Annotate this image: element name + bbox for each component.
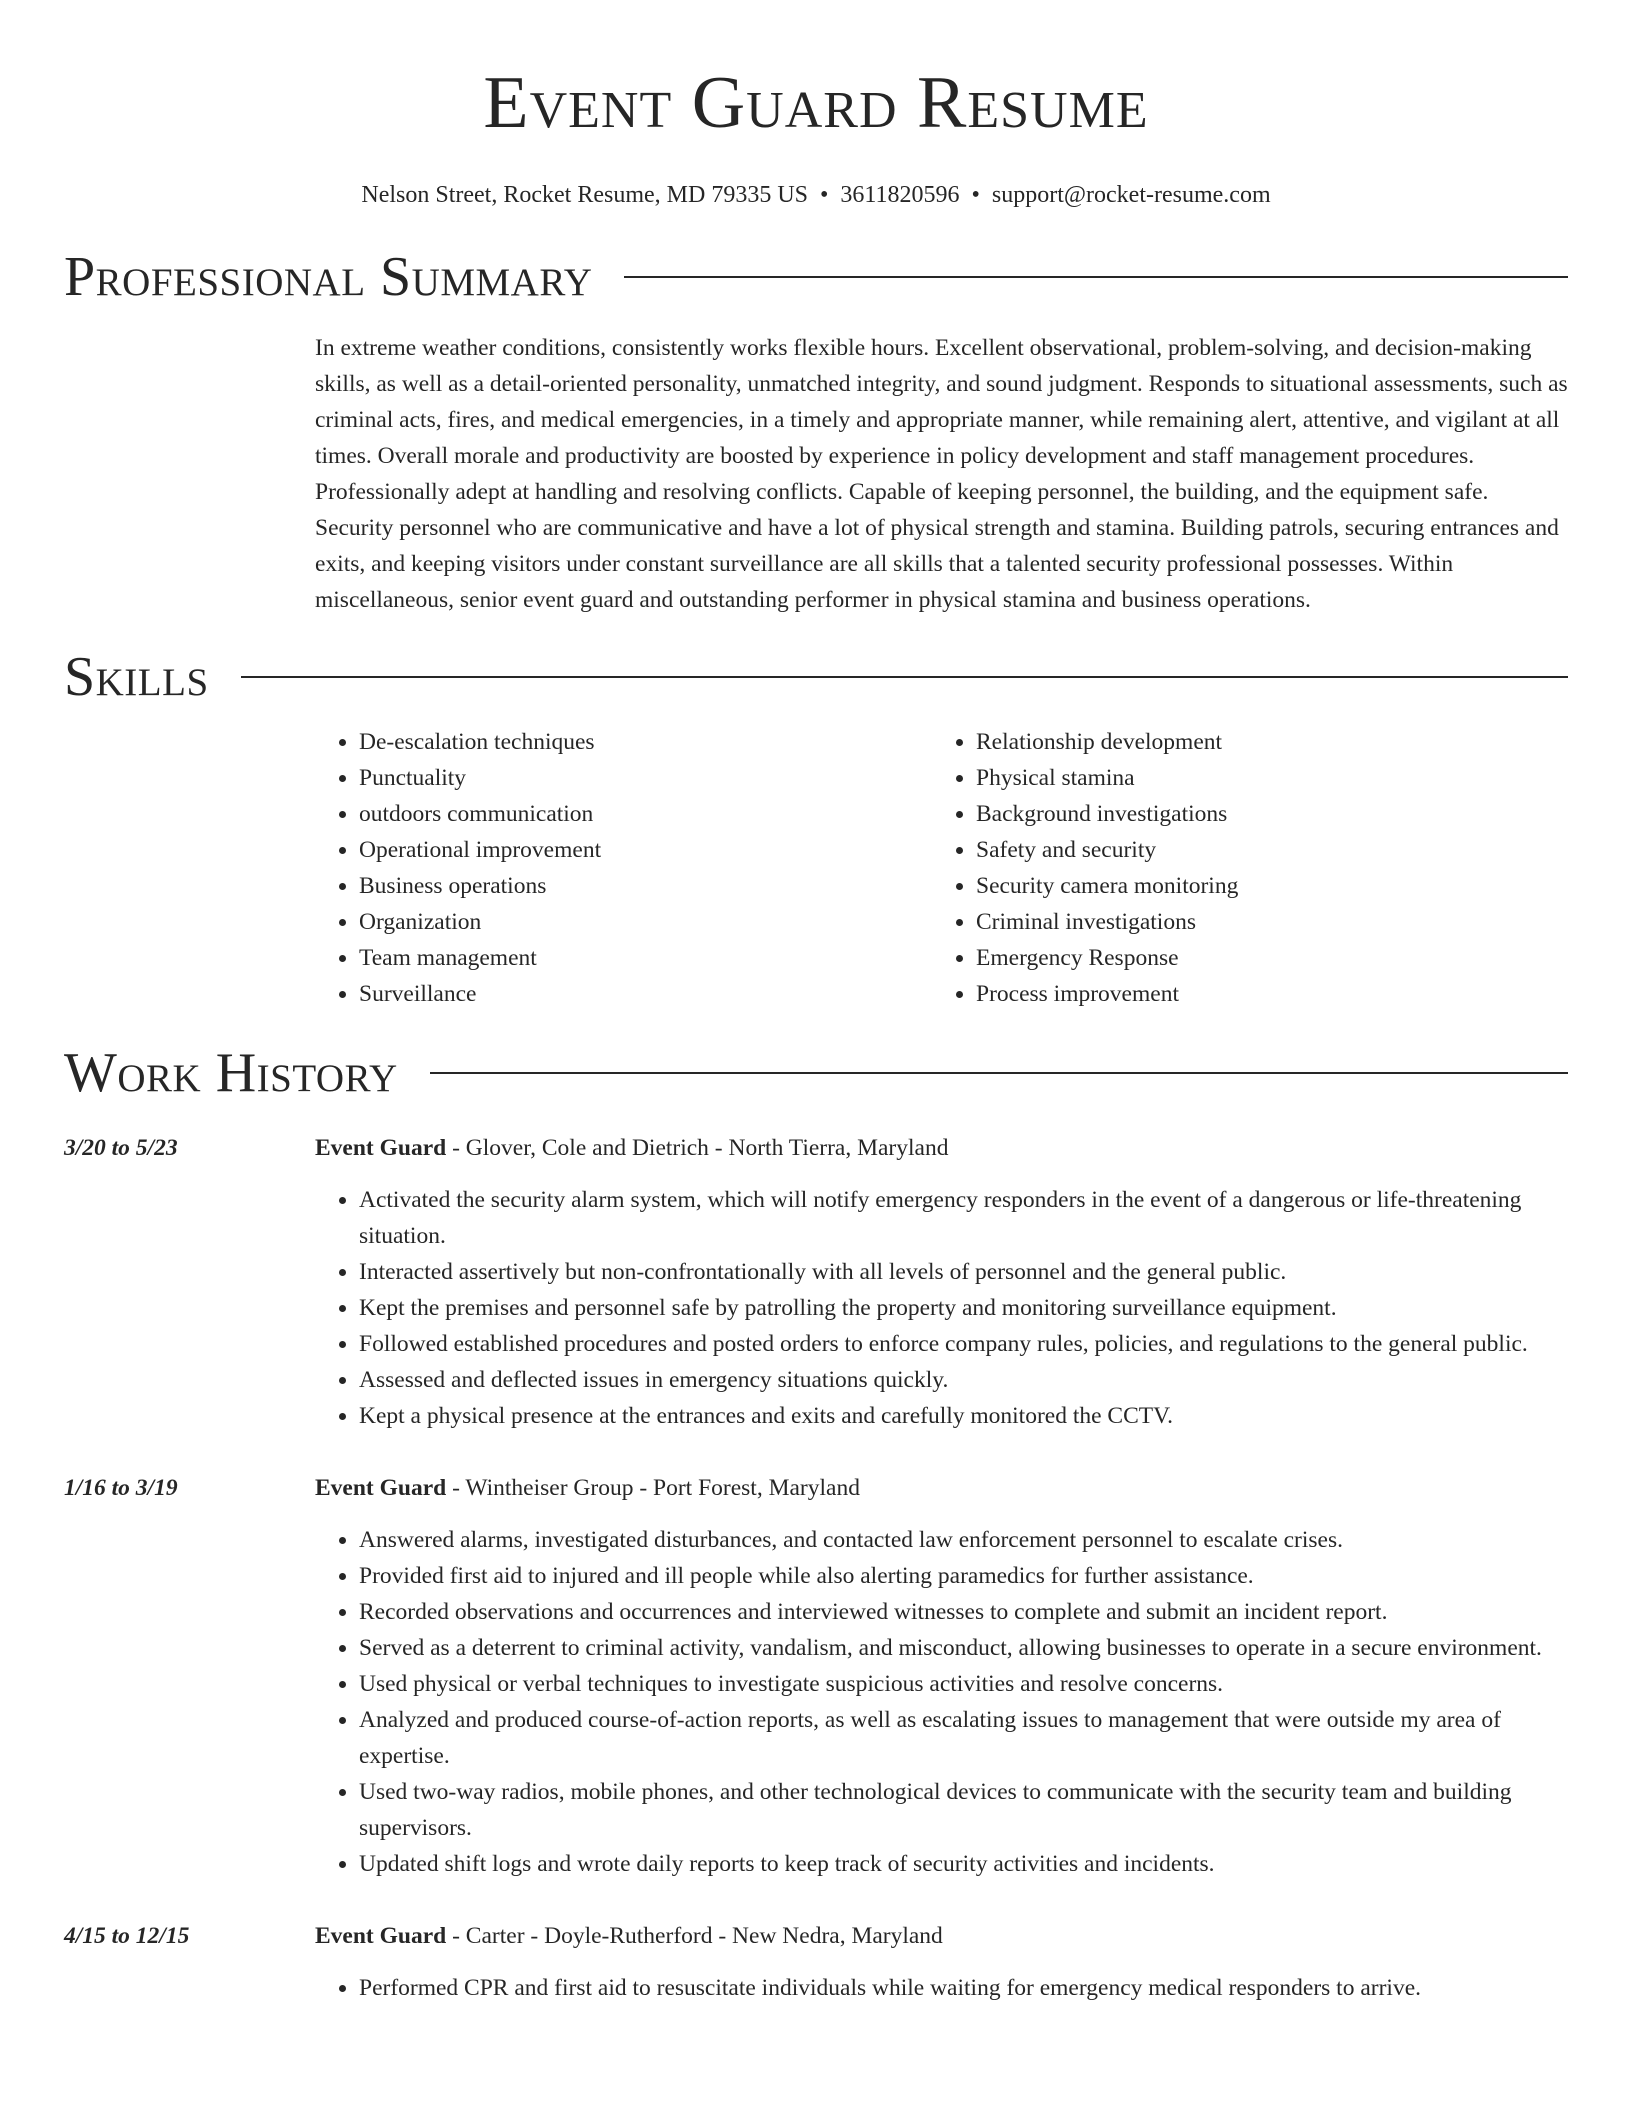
skill-item: • Emergency Response: [976, 940, 1549, 976]
separator: •: [820, 182, 829, 208]
skill-item: • Punctuality: [359, 760, 932, 796]
job-title: Event Guard: [315, 1135, 447, 1161]
job-bullet: • Used physical or verbal techniques to investigate suspicious activities and resolve concerns.: [359, 1666, 1568, 1702]
skill-item: • Business operations: [359, 868, 932, 904]
skill-item: • Relationship development: [976, 724, 1549, 760]
skills-column-right: [932, 724, 1549, 1012]
resume-title: Event Guard Resume: [483, 62, 1149, 144]
section-divider: [430, 1072, 1568, 1074]
skills-section-header: [64, 644, 1568, 710]
job-bullet: • Recorded observations and occurrences and interviewed witnesses to complete and submit an incident report.: [359, 1594, 1568, 1630]
skill-item: • outdoors communication: [359, 796, 932, 832]
job-entry: [64, 1918, 1568, 2006]
work-heading: Work History: [64, 1042, 398, 1104]
skills-column-left: [315, 724, 932, 1012]
job-details: [315, 1918, 1568, 2006]
job-title: Event Guard: [315, 1923, 447, 1949]
job-entry: [64, 1130, 1568, 1434]
skills-heading: Skills: [64, 646, 209, 708]
skills-list: [315, 724, 1568, 1012]
summary-body: [315, 330, 1568, 618]
skill-item: • Background investigations: [976, 796, 1549, 832]
skill-item: • Team management: [359, 940, 932, 976]
job-details: [315, 1470, 1568, 1882]
section-divider: [624, 276, 1568, 278]
phone: 3611820596: [840, 182, 960, 208]
job-heading: [315, 1918, 1568, 1954]
summary-section-header: [64, 244, 1568, 310]
job-dates: 4/15 to 12/15: [64, 1923, 190, 1949]
skill-item: • Safety and security: [976, 832, 1549, 868]
skill-item: • Organization: [359, 904, 932, 940]
job-employer: - Glover, Cole and Dietrich - North Tierra, Maryland: [446, 1135, 949, 1161]
job-employer: - Wintheiser Group - Port Forest, Maryland: [446, 1475, 860, 1501]
skill-item: • Surveillance: [359, 976, 932, 1012]
skill-item: • De-escalation techniques: [359, 724, 932, 760]
work-history-list: [64, 1130, 1568, 2006]
job-entry: [64, 1470, 1568, 1882]
section-divider: [241, 676, 1568, 678]
job-heading: [315, 1130, 1568, 1166]
job-dates: 3/20 to 5/23: [64, 1135, 178, 1161]
separator: •: [971, 182, 980, 208]
job-details: [315, 1130, 1568, 1434]
contact-line: [64, 180, 1568, 210]
work-section-header: [64, 1040, 1568, 1106]
summary-heading: Professional Summary: [64, 246, 593, 308]
job-bullet: • Interacted assertively but non-confrontationally with all levels of personnel and the general public.: [359, 1254, 1568, 1290]
job-bullet: • Assessed and deflected issues in emergency situations quickly.: [359, 1362, 1568, 1398]
job-bullets: [315, 1970, 1568, 2006]
job-bullet: • Provided first aid to injured and ill people while also alerting paramedics for further assistance.: [359, 1558, 1568, 1594]
job-title: Event Guard: [315, 1475, 447, 1501]
email: support@rocket-resume.com: [991, 182, 1271, 208]
job-bullet: • Updated shift logs and wrote daily reports to keep track of security activities and incidents.: [359, 1846, 1568, 1882]
job-bullet: • Analyzed and produced course-of-action reports, as well as escalating issues to management that were outside my area of expertise.: [359, 1702, 1568, 1774]
resume-header: [64, 0, 1568, 210]
skill-item: • Criminal investigations: [976, 904, 1549, 940]
job-bullet: • Kept the premises and personnel safe by patrolling the property and monitoring surveillance equipment.: [359, 1290, 1568, 1326]
skill-item: • Operational improvement: [359, 832, 932, 868]
job-bullets: [315, 1522, 1568, 1882]
skill-item: • Physical stamina: [976, 760, 1549, 796]
job-bullet: • Used two-way radios, mobile phones, and other technological devices to communicate with the security team and building supervisors.: [359, 1774, 1568, 1846]
job-bullet: • Activated the security alarm system, which will notify emergency responders in the event of a dangerous or life-threatening situation.: [359, 1182, 1568, 1254]
job-bullet: • Performed CPR and first aid to resuscitate individuals while waiting for emergency medical responders to arrive.: [359, 1970, 1568, 2006]
job-bullet: • Followed established procedures and posted orders to enforce company rules, policies, and regulations to the general public.: [359, 1326, 1568, 1362]
summary-text: In extreme weather conditions, consistently works flexible hours. Excellent observational, problem-solving, and decision-making skills, as well as a detail-oriented personality, unmatched integrity, and sound judgment. Responds to situational assessments, such as criminal acts, fires, and medical emergencies, in a timely and appropriate manner, while remaining alert, attentive, and vigilant at all times. Overall morale and productivity are boosted by experience in policy development and staff management procedures. Professionally adept at handling and resolving conflicts. Capable of keeping personnel, the building, and the equipment safe. Security personnel who are communicative and have a lot of physical strength and stamina. Building patrols, securing entrances and exits, and keeping visitors under constant surveillance are all skills that a talented security professional possesses. Within miscellaneous, senior event guard and outstanding performer in physical stamina and business operations.: [315, 335, 1568, 613]
job-heading: [315, 1470, 1568, 1506]
job-bullets: [315, 1182, 1568, 1434]
job-bullet: • Answered alarms, investigated disturbances, and contacted law enforcement personnel to escalate crises.: [359, 1522, 1568, 1558]
job-bullet: • Served as a deterrent to criminal activity, vandalism, and misconduct, allowing businesses to operate in a secure environment.: [359, 1630, 1568, 1666]
job-employer: - Carter - Doyle-Rutherford - New Nedra, Maryland: [446, 1923, 943, 1949]
skill-item: • Security camera monitoring: [976, 868, 1549, 904]
address: Nelson Street, Rocket Resume, MD 79335 US: [361, 182, 808, 208]
skill-item: • Process improvement: [976, 976, 1549, 1012]
job-dates: 1/16 to 3/19: [64, 1475, 178, 1501]
job-bullet: • Kept a physical presence at the entrances and exits and carefully monitored the CCTV.: [359, 1398, 1568, 1434]
